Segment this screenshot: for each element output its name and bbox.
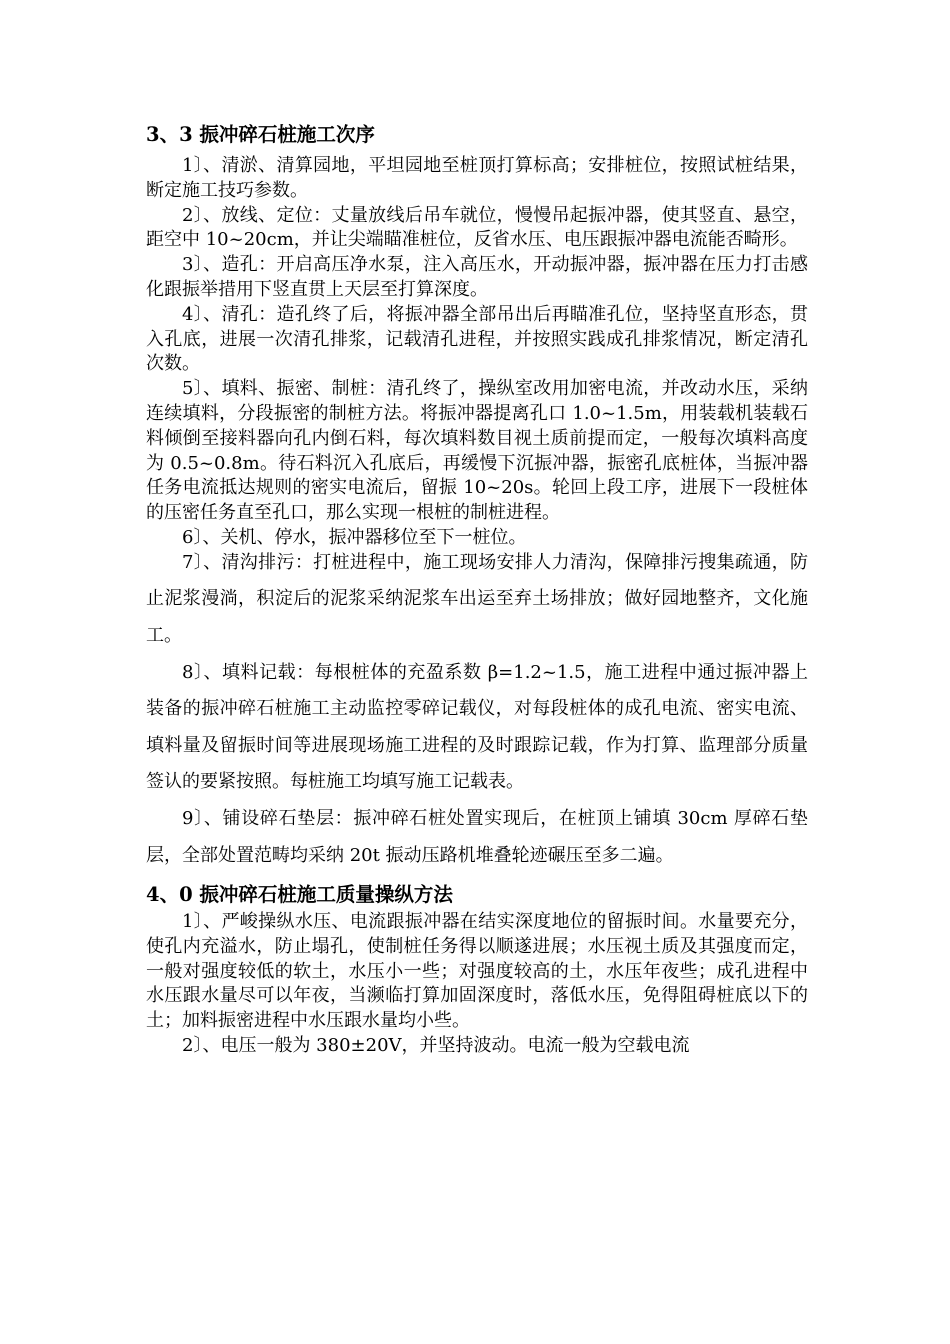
paragraph: 7〕、清沟排污：打桩进程中，施工现场安排人力清沟，保障排污搜集疏通，防止泥浆漫淌，积淀后的泥浆采纳泥浆车出运至弃土场排放；做好园地整齐，文化施工。 [146,551,808,646]
paragraph: 3〕、造孔：开启高压净水泵，注入高压水，开动振冲器，振冲器在压力打击感化跟振举措用下竖直贯上天层至打算深度。 [146,254,808,300]
paragraph: 8〕、填料记载：每根桩体的充盈系数 β=1.2~1.5，施工进程中通过振冲器上装备的振冲碎石桩施工主动监控零碎记载仪，对每段桩体的成孔电流、密实电流、填料量及留振时间等进展现场施工进程的及时跟踪记载，作为打算、监理部分质量签认的要紧按照。每桩施工均填写施工记载表。 [146,661,808,793]
paragraph: 1〕、严峻操纵水压、电流跟振冲器在结实深度地位的留振时间。水量要充分，使孔内充溢水，防止塌孔，使制桩任务得以顺遂进展；水压视土质及其强度而定，一般对强度较低的软土，水压小一些；对强度较高的土，水压年夜些；成孔进程中水压跟水量尽可以年夜，当濒临打算加固深度时，落低水压，免得阻碍桩底以下的土；加料振密进程中水压跟水量均小些。 [146,911,808,1032]
document-page [146,120,808,1059]
paragraph: 2〕、放线、定位：丈量放线后吊车就位，慢慢吊起振冲器，使其竖直、悬空，距空中 10~20cm，并让尖端瞄准桩位，反省水压、电压跟振冲器电流能否畸形。 [146,204,808,251]
paragraph: 5〕、填料、振密、制桩：清孔终了，操纵室改用加密电流，并改动水压，采纳连续填料，分段振密的制桩方法。将振冲器提离孔口 1.0~1.5m，用装载机装载石料倾倒至接料器向孔内倒石料，每次填料数目视土质前提而定，一般每次填料高度为 0.5~0.8m。待石料沉入孔底后，再缓慢下沉振冲器，振密孔底桩体，当振冲器任务电流抵达规则的密实电流后，留振 10~20s。轮回上段工序，进展下一段桩体的压密任务直至孔口，那么实现一根桩的制桩进程。 [146,378,808,524]
paragraph: 2〕、电压一般为 380±20V，并坚持波动。电流一般为空载电流 [182,1035,690,1057]
paragraph: 6〕、关机、停水，振冲器移位至下一桩位。 [182,526,527,548]
paragraph: 1〕、清淤、清算园地，平坦园地至桩顶打算标高；安排桩位，按照试桩结果，断定施工技巧参数。 [146,155,808,201]
paragraph: 4〕、清孔：造孔终了后，将振冲器全部吊出后再瞄准孔位，坚持坚直形态，贯入孔底，进展一次清孔排浆，记载清孔进程，并按照实践成孔排浆情况，断定清孔次数。 [146,303,808,375]
paragraph: 9〕、铺设碎石垫层：振冲碎石桩处置实现后，在桩顶上铺填 30cm 厚碎石垫层，全部处置范畴均采纳 20t 振动压路机堆叠轮迹碾压至多二遍。 [146,807,808,866]
section-heading: 4、0 振冲碎石桩施工质量操纵方法 [146,883,453,907]
section-heading: 3、3 振冲碎石桩施工次序 [146,123,375,146]
